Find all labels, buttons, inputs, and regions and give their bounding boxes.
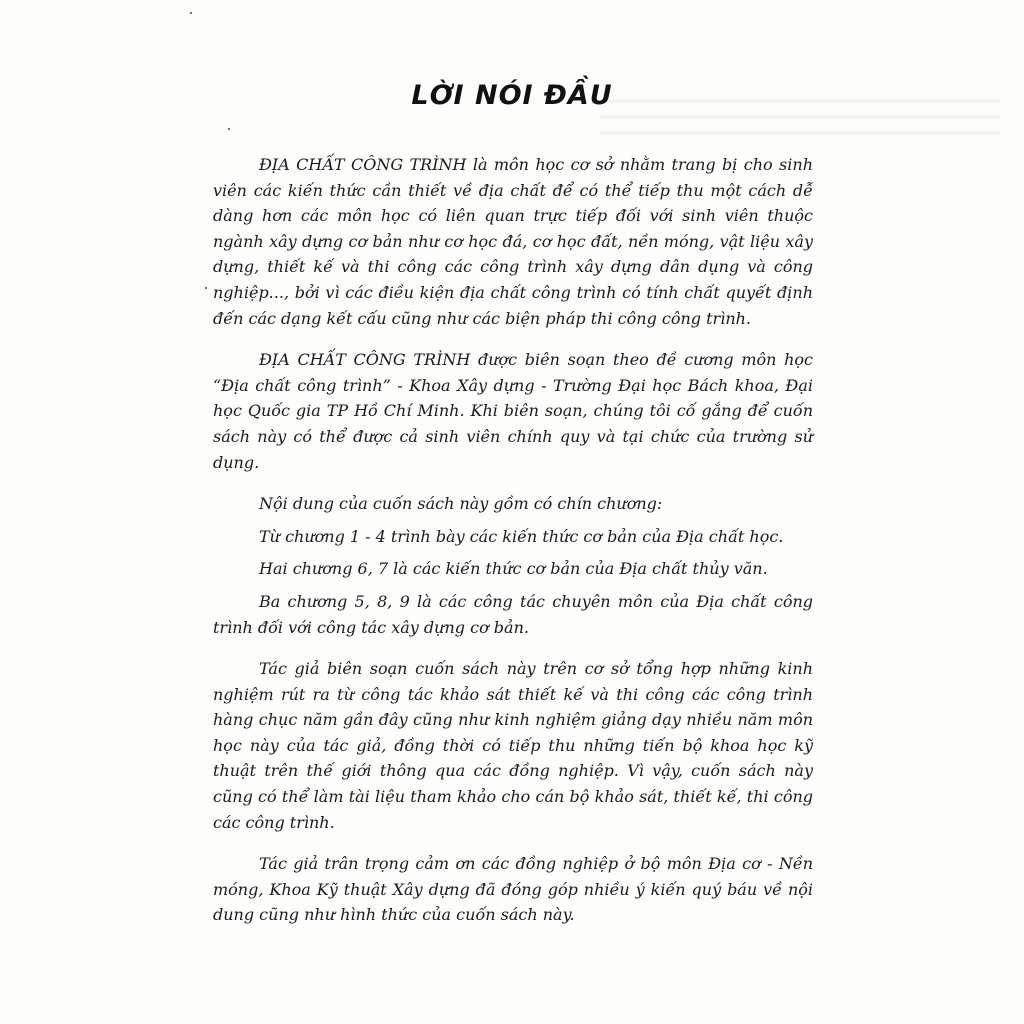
scan-speck bbox=[228, 128, 230, 130]
paragraph-acknowledgement: Tác giả trân trọng cảm ơn các đồng nghiệp ở bộ môn Địa cơ - Nền móng, Khoa Kỹ thuật Xây dựng đã đóng góp nhiều ý kiến quý báu về nội dung cũng như hình thức của cuốn sách này. bbox=[213, 854, 813, 925]
document-body bbox=[213, 152, 813, 944]
paragraph-outline: ĐỊA CHẤT CÔNG TRÌNH được biên soạn theo đề cương môn học “Địa chất công trình” - Khoa Xây dựng - Trường Đại học Bách khoa, Đại học Quốc gia TP Hồ Chí Minh. Khi biên soạn, chúng tôi cố gắng để cuốn sách này có thể được cả sinh viên chính quy và tại chức của trường sử dụng. bbox=[213, 350, 813, 472]
scan-speck bbox=[205, 287, 207, 289]
page-title: LỜI NÓI ĐẦU bbox=[411, 80, 613, 111]
paragraph-chapters-5-8-9: Ba chương 5, 8, 9 là các công tác chuyên môn của Địa chất công trình đối với công tác xây dựng cơ bản. bbox=[213, 591, 813, 637]
scan-speck bbox=[190, 12, 192, 14]
paragraph-chapters-6-7: Hai chương 6, 7 là các kiến thức cơ bản của Địa chất thủy văn. bbox=[259, 559, 768, 579]
paragraph-chapters-1-4: Từ chương 1 - 4 trình bày các kiến thức cơ bản của Địa chất học. bbox=[259, 526, 784, 546]
paragraph-intro: ĐỊA CHẤT CÔNG TRÌNH là môn học cơ sở nhằm trang bị cho sinh viên các kiến thức cần thiết về địa chất để có thể tiếp thu một cách dễ dàng hơn các môn học có liên quan trực tiếp đối với sinh viên thuộc ngành xây dựng cơ bản như cơ học đá, cơ học đất, nền móng, vật liệu xây dựng, thiết kế và thi công các công trình xây dựng dân dụng và công nghiệp..., bởi vì các điều kiện địa chất công trình có tính chất quyết định đến các dạng kết cấu cũng như các biện pháp thi công công trình. bbox=[213, 155, 813, 328]
paragraph-experience: Tác giả biên soạn cuốn sách này trên cơ sở tổng hợp những kinh nghiệm rút ra từ công tác khảo sát thiết kế và thi công các công trình hàng chục năm gần đây cũng như kinh nghiệm giảng dạy nhiều năm môn học này của tác giả, đồng thời có tiếp thu những tiến bộ khoa học kỹ thuật trên thế giới thông qua các đồng nghiệp. Vì vậy, cuốn sách này cũng có thể làm tài liệu tham khảo cho cán bộ khảo sát, thiết kế, thi công các công trình. bbox=[213, 659, 813, 832]
paragraph-contents: Nội dung của cuốn sách này gồm có chín chương: bbox=[259, 494, 663, 514]
